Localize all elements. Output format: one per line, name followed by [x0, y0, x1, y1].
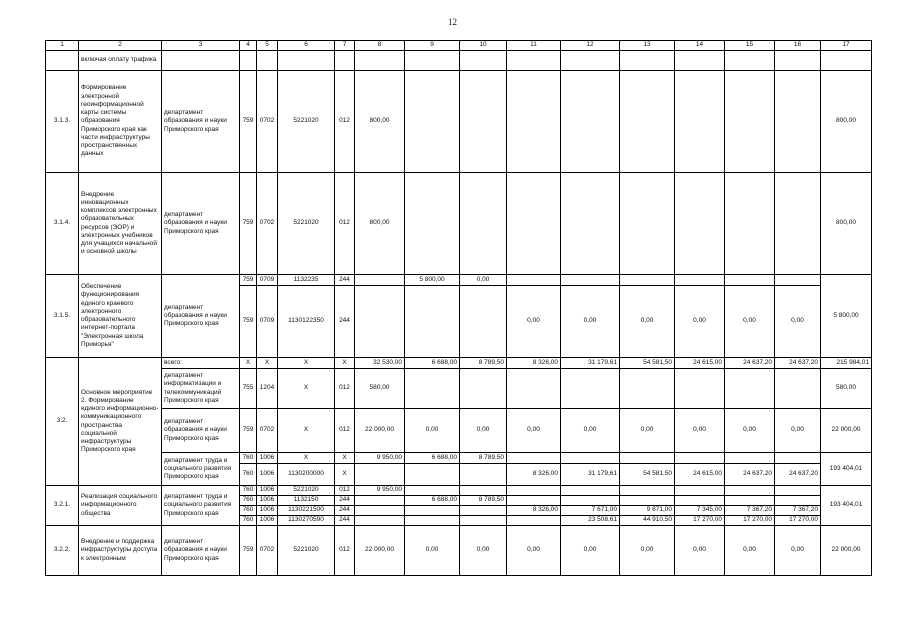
cell: 760: [240, 453, 257, 464]
cell: 0709: [257, 286, 278, 358]
cell: 0,00: [405, 526, 460, 576]
cell: 244: [335, 286, 355, 358]
cell: 8 789,50: [460, 453, 507, 464]
col-header: 15: [725, 41, 775, 51]
cell: 0,00: [507, 409, 561, 453]
table-row: [46, 51, 872, 71]
cell: 760: [240, 506, 257, 516]
executor: департамент образования и науки Приморского края: [162, 275, 240, 358]
cell: 7 367,20: [725, 506, 775, 516]
total-cell: 22 000,00: [821, 526, 872, 576]
col-header: 9: [405, 41, 460, 51]
measure-name: Внедрение и поддержка инфраструктуры доступа к электронным: [79, 526, 162, 576]
cell: 1006: [257, 453, 278, 464]
table-row: [46, 358, 872, 369]
cell: X: [257, 358, 278, 369]
cell: X: [278, 453, 335, 464]
cell: 44 910,50: [620, 516, 675, 526]
cell: 0,00: [507, 526, 561, 576]
cell: X: [240, 358, 257, 369]
col-header: 2: [79, 41, 162, 51]
cell: 012: [335, 173, 355, 275]
cell: 244: [335, 506, 355, 516]
col-header: 12: [561, 41, 620, 51]
table-row: [46, 486, 872, 496]
cell: 759: [240, 286, 257, 358]
cell: 0,00: [561, 286, 620, 358]
measure-name: Реализация социального информационного общества: [79, 486, 162, 526]
executor: департамент образования и науки Приморского края: [162, 526, 240, 576]
cell: 17 270,00: [725, 516, 775, 526]
total-cell: 215 984,01: [821, 358, 872, 369]
cell: 760: [240, 516, 257, 526]
table-row: [46, 173, 872, 275]
cell: 0,00: [675, 286, 725, 358]
cell: 800,00: [355, 71, 405, 173]
cell: 24 637,20: [775, 464, 821, 486]
cell: X: [335, 358, 355, 369]
col-header: 13: [620, 41, 675, 51]
total-cell: 193 404,01: [821, 453, 872, 486]
col-header: 4: [240, 41, 257, 51]
table-row: [46, 275, 872, 286]
cell: 1006: [257, 486, 278, 496]
cell: 760: [240, 464, 257, 486]
cell: X: [278, 409, 335, 453]
table-row: [46, 453, 872, 464]
measure-name: Обеспечение функционирования единого краевого электронного образовательного интернет-портала "Электронная школа Приморья": [79, 275, 162, 358]
cell: 760: [240, 486, 257, 496]
col-header: 7: [335, 41, 355, 51]
cell: 0,00: [775, 526, 821, 576]
cell: 17 270,00: [675, 516, 725, 526]
cell: 012: [335, 526, 355, 576]
cell: 0,00: [675, 526, 725, 576]
cell: 31 179,61: [561, 464, 620, 486]
cell: 0,00: [775, 286, 821, 358]
cell: 0,00: [405, 409, 460, 453]
col-header: 3: [162, 41, 240, 51]
cell: 0,00: [561, 526, 620, 576]
cell: 8 326,00: [507, 506, 561, 516]
cell: 5221020: [278, 526, 335, 576]
row-number: 3.2.: [46, 358, 79, 486]
cell: 7 367,20: [775, 506, 821, 516]
cell: 0,00: [460, 526, 507, 576]
executor: департамент труда и социального развития Приморского края: [162, 486, 240, 526]
cell: 1006: [257, 516, 278, 526]
cell: 1130122350: [278, 286, 335, 358]
cell: 759: [240, 275, 257, 286]
cell: 1006: [257, 464, 278, 486]
cell: 0,00: [620, 526, 675, 576]
cell: 0,00: [675, 409, 725, 453]
cell: 759: [240, 173, 257, 275]
executor: департамент образования и науки Приморского края: [162, 71, 240, 173]
cell: 759: [240, 71, 257, 173]
cell: 760: [240, 496, 257, 506]
cell: 32 530,00: [355, 358, 405, 369]
row-number: 3.1.5.: [46, 275, 79, 358]
cell: 7 345,00: [675, 506, 725, 516]
cell: 6 688,00: [405, 496, 460, 506]
cell: X: [335, 453, 355, 464]
cell: 9 950,00: [355, 453, 405, 464]
cell: X: [335, 464, 355, 486]
cell: 580,00: [355, 369, 405, 409]
cell: 0702: [257, 409, 278, 453]
cell: 9 950,00: [355, 486, 405, 496]
measure-name: Формирование электронной геоинформационной карты системы образования Приморского края как части инфраструктуры пространственных данных: [79, 71, 162, 173]
cell: 0,00: [725, 286, 775, 358]
header-row: [46, 41, 872, 51]
cell: 24 615,00: [675, 464, 725, 486]
cell: 23 508,61: [561, 516, 620, 526]
executor: всего:: [162, 358, 240, 369]
cell: 1132235: [278, 275, 335, 286]
total-cell: 5 800,00: [821, 275, 872, 358]
cell: 012: [335, 71, 355, 173]
table-row: [46, 369, 872, 409]
cell: 012: [335, 486, 355, 496]
col-header: 11: [507, 41, 561, 51]
cell: 0,00: [620, 409, 675, 453]
cell: 1006: [257, 506, 278, 516]
measure-name: включая оплату трафика: [79, 51, 162, 71]
cell: 24 637,20: [725, 464, 775, 486]
total-cell: 580,00: [821, 369, 872, 409]
cell: 17 270,00: [775, 516, 821, 526]
cell: 0,00: [725, 409, 775, 453]
col-header: 10: [460, 41, 507, 51]
cell: 24 637,20: [725, 358, 775, 369]
cell: 24 637,20: [775, 358, 821, 369]
row-number: 3.1.4.: [46, 173, 79, 275]
cell: 54 581,50: [620, 464, 675, 486]
cell: 0,00: [561, 409, 620, 453]
total-cell: 22 000,00: [821, 409, 872, 453]
col-header: 8: [355, 41, 405, 51]
cell: 759: [240, 526, 257, 576]
cell: 0702: [257, 526, 278, 576]
cell: X: [278, 369, 335, 409]
cell: 8 326,00: [507, 464, 561, 486]
cell: 755: [240, 369, 257, 409]
cell: 5221020: [278, 486, 335, 496]
cell: 1132150: [278, 496, 335, 506]
total-cell: 193 404,01: [821, 486, 872, 526]
measure-name: Основное мероприятие 2. Формирование единого информационно-коммуникационного пространства социальной инфраструктуры Приморского края: [79, 358, 162, 486]
cell: 244: [335, 275, 355, 286]
cell: 5221020: [278, 173, 335, 275]
col-header: 16: [775, 41, 821, 51]
col-header: 6: [278, 41, 335, 51]
cell: 1130270590: [278, 516, 335, 526]
row-number: 3.2.1.: [46, 486, 79, 526]
cell: 7 671,00: [561, 506, 620, 516]
cell: 0,00: [775, 409, 821, 453]
cell: 0,00: [507, 286, 561, 358]
cell: 800,00: [355, 173, 405, 275]
cell: 0702: [257, 173, 278, 275]
cell: 0,00: [620, 286, 675, 358]
cell: 244: [335, 496, 355, 506]
executor: департамент информатизации и телекоммуникаций Приморского края: [162, 369, 240, 409]
cell: 0,00: [725, 526, 775, 576]
cell: 8 326,00: [507, 358, 561, 369]
cell: 22 000,00: [355, 526, 405, 576]
col-header: 17: [821, 41, 872, 51]
row-number: 3.1.3.: [46, 71, 79, 173]
cell: 0,00: [460, 409, 507, 453]
cell: 1130200000: [278, 464, 335, 486]
col-header: 14: [675, 41, 725, 51]
cell: 0709: [257, 275, 278, 286]
cell: 8 789,50: [460, 496, 507, 506]
cell: 6 688,00: [405, 453, 460, 464]
total-cell: 800,00: [821, 173, 872, 275]
executor: департамент образования и науки Приморского края: [162, 409, 240, 453]
cell: 31 179,61: [561, 358, 620, 369]
col-header: 1: [46, 41, 79, 51]
cell: 0,00: [460, 275, 507, 286]
cell: 5 800,00: [405, 275, 460, 286]
cell: 5221020: [278, 71, 335, 173]
executor: департамент образования и науки Приморского края: [162, 173, 240, 275]
cell: 244: [335, 516, 355, 526]
col-header: 5: [257, 41, 278, 51]
table-row: [46, 526, 872, 576]
cell: 759: [240, 409, 257, 453]
cell: 24 615,00: [675, 358, 725, 369]
cell: 1204: [257, 369, 278, 409]
table-row: [46, 71, 872, 173]
cell: 1130221500: [278, 506, 335, 516]
cell: 22 000,00: [355, 409, 405, 453]
executor: департамент труда и социального развития Приморского края: [162, 453, 240, 486]
row-number: 3.2.2.: [46, 526, 79, 576]
total-cell: 800,00: [821, 71, 872, 173]
cell: X: [278, 358, 335, 369]
cell: 012: [335, 369, 355, 409]
cell: 012: [335, 409, 355, 453]
budget-table: [45, 40, 872, 576]
cell: 54 581,50: [620, 358, 675, 369]
cell: 6 688,00: [405, 358, 460, 369]
cell: 1006: [257, 496, 278, 506]
cell: 9 671,00: [620, 506, 675, 516]
cell: 0702: [257, 71, 278, 173]
cell: 8 789,50: [460, 358, 507, 369]
page-number: 12: [448, 17, 457, 27]
table-row: [46, 409, 872, 453]
measure-name: Внедрение инновационных комплексов электронных образовательных ресурсов (ЭОР) и электронных учебников для учащихся начальной и основной школы: [79, 173, 162, 275]
